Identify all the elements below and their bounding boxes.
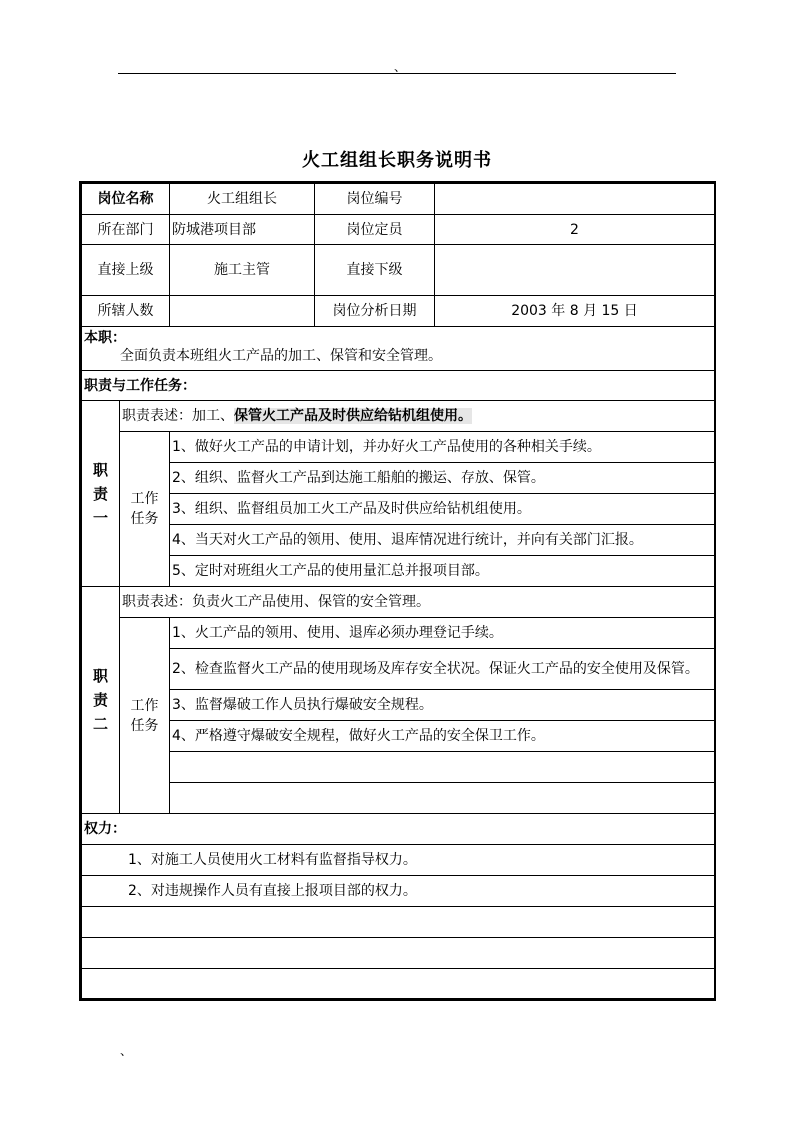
position-no-label: 岗位编号 bbox=[315, 184, 435, 215]
authority-row bbox=[82, 907, 715, 938]
authority-row bbox=[82, 969, 715, 999]
duty2-label-text: 职 责 二 bbox=[92, 667, 108, 733]
task-row bbox=[82, 494, 715, 525]
duty-row bbox=[82, 327, 715, 371]
duty2-desc: 职责表述：负责火工产品使用、保管的安全管理。 bbox=[120, 587, 715, 618]
job-description-table bbox=[79, 181, 716, 1001]
task-row bbox=[82, 618, 715, 649]
duty2-desc-row bbox=[82, 587, 715, 618]
duty-label: 本职： bbox=[84, 330, 126, 346]
header-rule bbox=[118, 73, 676, 74]
authority-row bbox=[82, 876, 715, 907]
authority-item-3 bbox=[82, 907, 715, 938]
duty1-label bbox=[82, 401, 120, 587]
task-row bbox=[82, 463, 715, 494]
department-label: 所在部门 bbox=[82, 215, 170, 245]
info-row bbox=[82, 215, 715, 245]
duty2-task-4: 4、严格遵守爆破安全规程，做好火工产品的安全保卫工作。 bbox=[170, 721, 715, 752]
authority-item-2: 2、对违规操作人员有直接上报项目部的权力。 bbox=[82, 876, 715, 907]
duty1-task-label-text: 工作 任务 bbox=[130, 491, 159, 527]
duty1-task-label bbox=[120, 432, 170, 587]
duty1-task-4: 4、当天对火工产品的领用、使用、退库情况进行统计，并向有关部门汇报。 bbox=[170, 525, 715, 556]
duty1-desc-row bbox=[82, 401, 715, 432]
task-row bbox=[82, 783, 715, 814]
headcount-label: 岗位定员 bbox=[315, 215, 435, 245]
task-row bbox=[82, 721, 715, 752]
duty-text: 全面负责本班组火工产品的加工、保管和安全管理。 bbox=[120, 348, 442, 364]
task-row bbox=[82, 649, 715, 690]
authority-header-row bbox=[82, 814, 715, 845]
duty1-label-text: 职 责 一 bbox=[92, 460, 108, 527]
duty2-task-5 bbox=[170, 752, 715, 783]
superior-label: 直接上级 bbox=[82, 245, 170, 296]
info-row bbox=[82, 245, 715, 296]
duty1-desc-prefix: 职责表述：加工、 bbox=[122, 408, 234, 424]
document-title: 火工组组长职务说明书 bbox=[302, 150, 492, 171]
headcount-value: 2 bbox=[435, 215, 715, 245]
managed-count-value bbox=[170, 296, 315, 327]
duty1-desc bbox=[120, 401, 715, 432]
authority-row bbox=[82, 938, 715, 969]
duty1-task-5: 5、定时对班组火工产品的使用量汇总并报项目部。 bbox=[170, 556, 715, 587]
authority-label: 权力： bbox=[82, 814, 715, 845]
task-row bbox=[82, 432, 715, 463]
duty1-task-1: 1、做好火工产品的申请计划，并办好火工产品使用的各种相关手续。 bbox=[170, 432, 715, 463]
task-row bbox=[82, 690, 715, 721]
duty2-task-label bbox=[120, 618, 170, 814]
info-row bbox=[82, 184, 715, 215]
duty2-task-2: 2、检查监督火工产品的使用现场及库存安全状况。保证火工产品的安全使用及保管。 bbox=[170, 649, 715, 690]
duty2-task-label-text: 工作 任务 bbox=[130, 697, 159, 734]
managed-count-label: 所辖人数 bbox=[82, 296, 170, 327]
task-row bbox=[82, 752, 715, 783]
subordinate-label: 直接下级 bbox=[315, 245, 435, 296]
duty2-task-3: 3、监督爆破工作人员执行爆破安全规程。 bbox=[170, 690, 715, 721]
duty2-label bbox=[82, 587, 120, 814]
position-no-value bbox=[435, 184, 715, 215]
analysis-date-value: 2003 年 8 月 15 日 bbox=[435, 296, 715, 327]
header-mark: 、 bbox=[394, 60, 407, 74]
duty2-task-1: 1、火工产品的领用、使用、退库必须办理登记手续。 bbox=[170, 618, 715, 649]
department-value: 防城港项目部 bbox=[170, 215, 315, 245]
task-row bbox=[82, 556, 715, 587]
duty2-task-6 bbox=[170, 783, 715, 814]
info-row bbox=[82, 296, 715, 327]
authority-item-1: 1、对施工人员使用火工材料有监督指导权力。 bbox=[82, 845, 715, 876]
authority-item-5 bbox=[82, 969, 715, 999]
analysis-date-label: 岗位分析日期 bbox=[315, 296, 435, 327]
subordinate-value bbox=[435, 245, 715, 296]
task-row bbox=[82, 525, 715, 556]
responsibilities-label: 职责与工作任务： bbox=[82, 371, 715, 401]
superior-value: 施工主管 bbox=[170, 245, 315, 296]
duty1-desc-highlight: 保管火工产品及时供应给钻机组使用。 bbox=[234, 408, 472, 424]
responsibilities-header-row bbox=[82, 371, 715, 401]
position-name-label: 岗位名称 bbox=[82, 184, 170, 215]
duty1-task-3: 3、组织、监督组员加工火工产品及时供应给钻机组使用。 bbox=[170, 494, 715, 525]
authority-row bbox=[82, 845, 715, 876]
authority-item-4 bbox=[82, 938, 715, 969]
duty1-task-2: 2、组织、监督火工产品到达施工船舶的搬运、存放、保管。 bbox=[170, 463, 715, 494]
footer-mark: 、 bbox=[120, 1044, 133, 1058]
position-name-value: 火工组组长 bbox=[170, 184, 315, 215]
